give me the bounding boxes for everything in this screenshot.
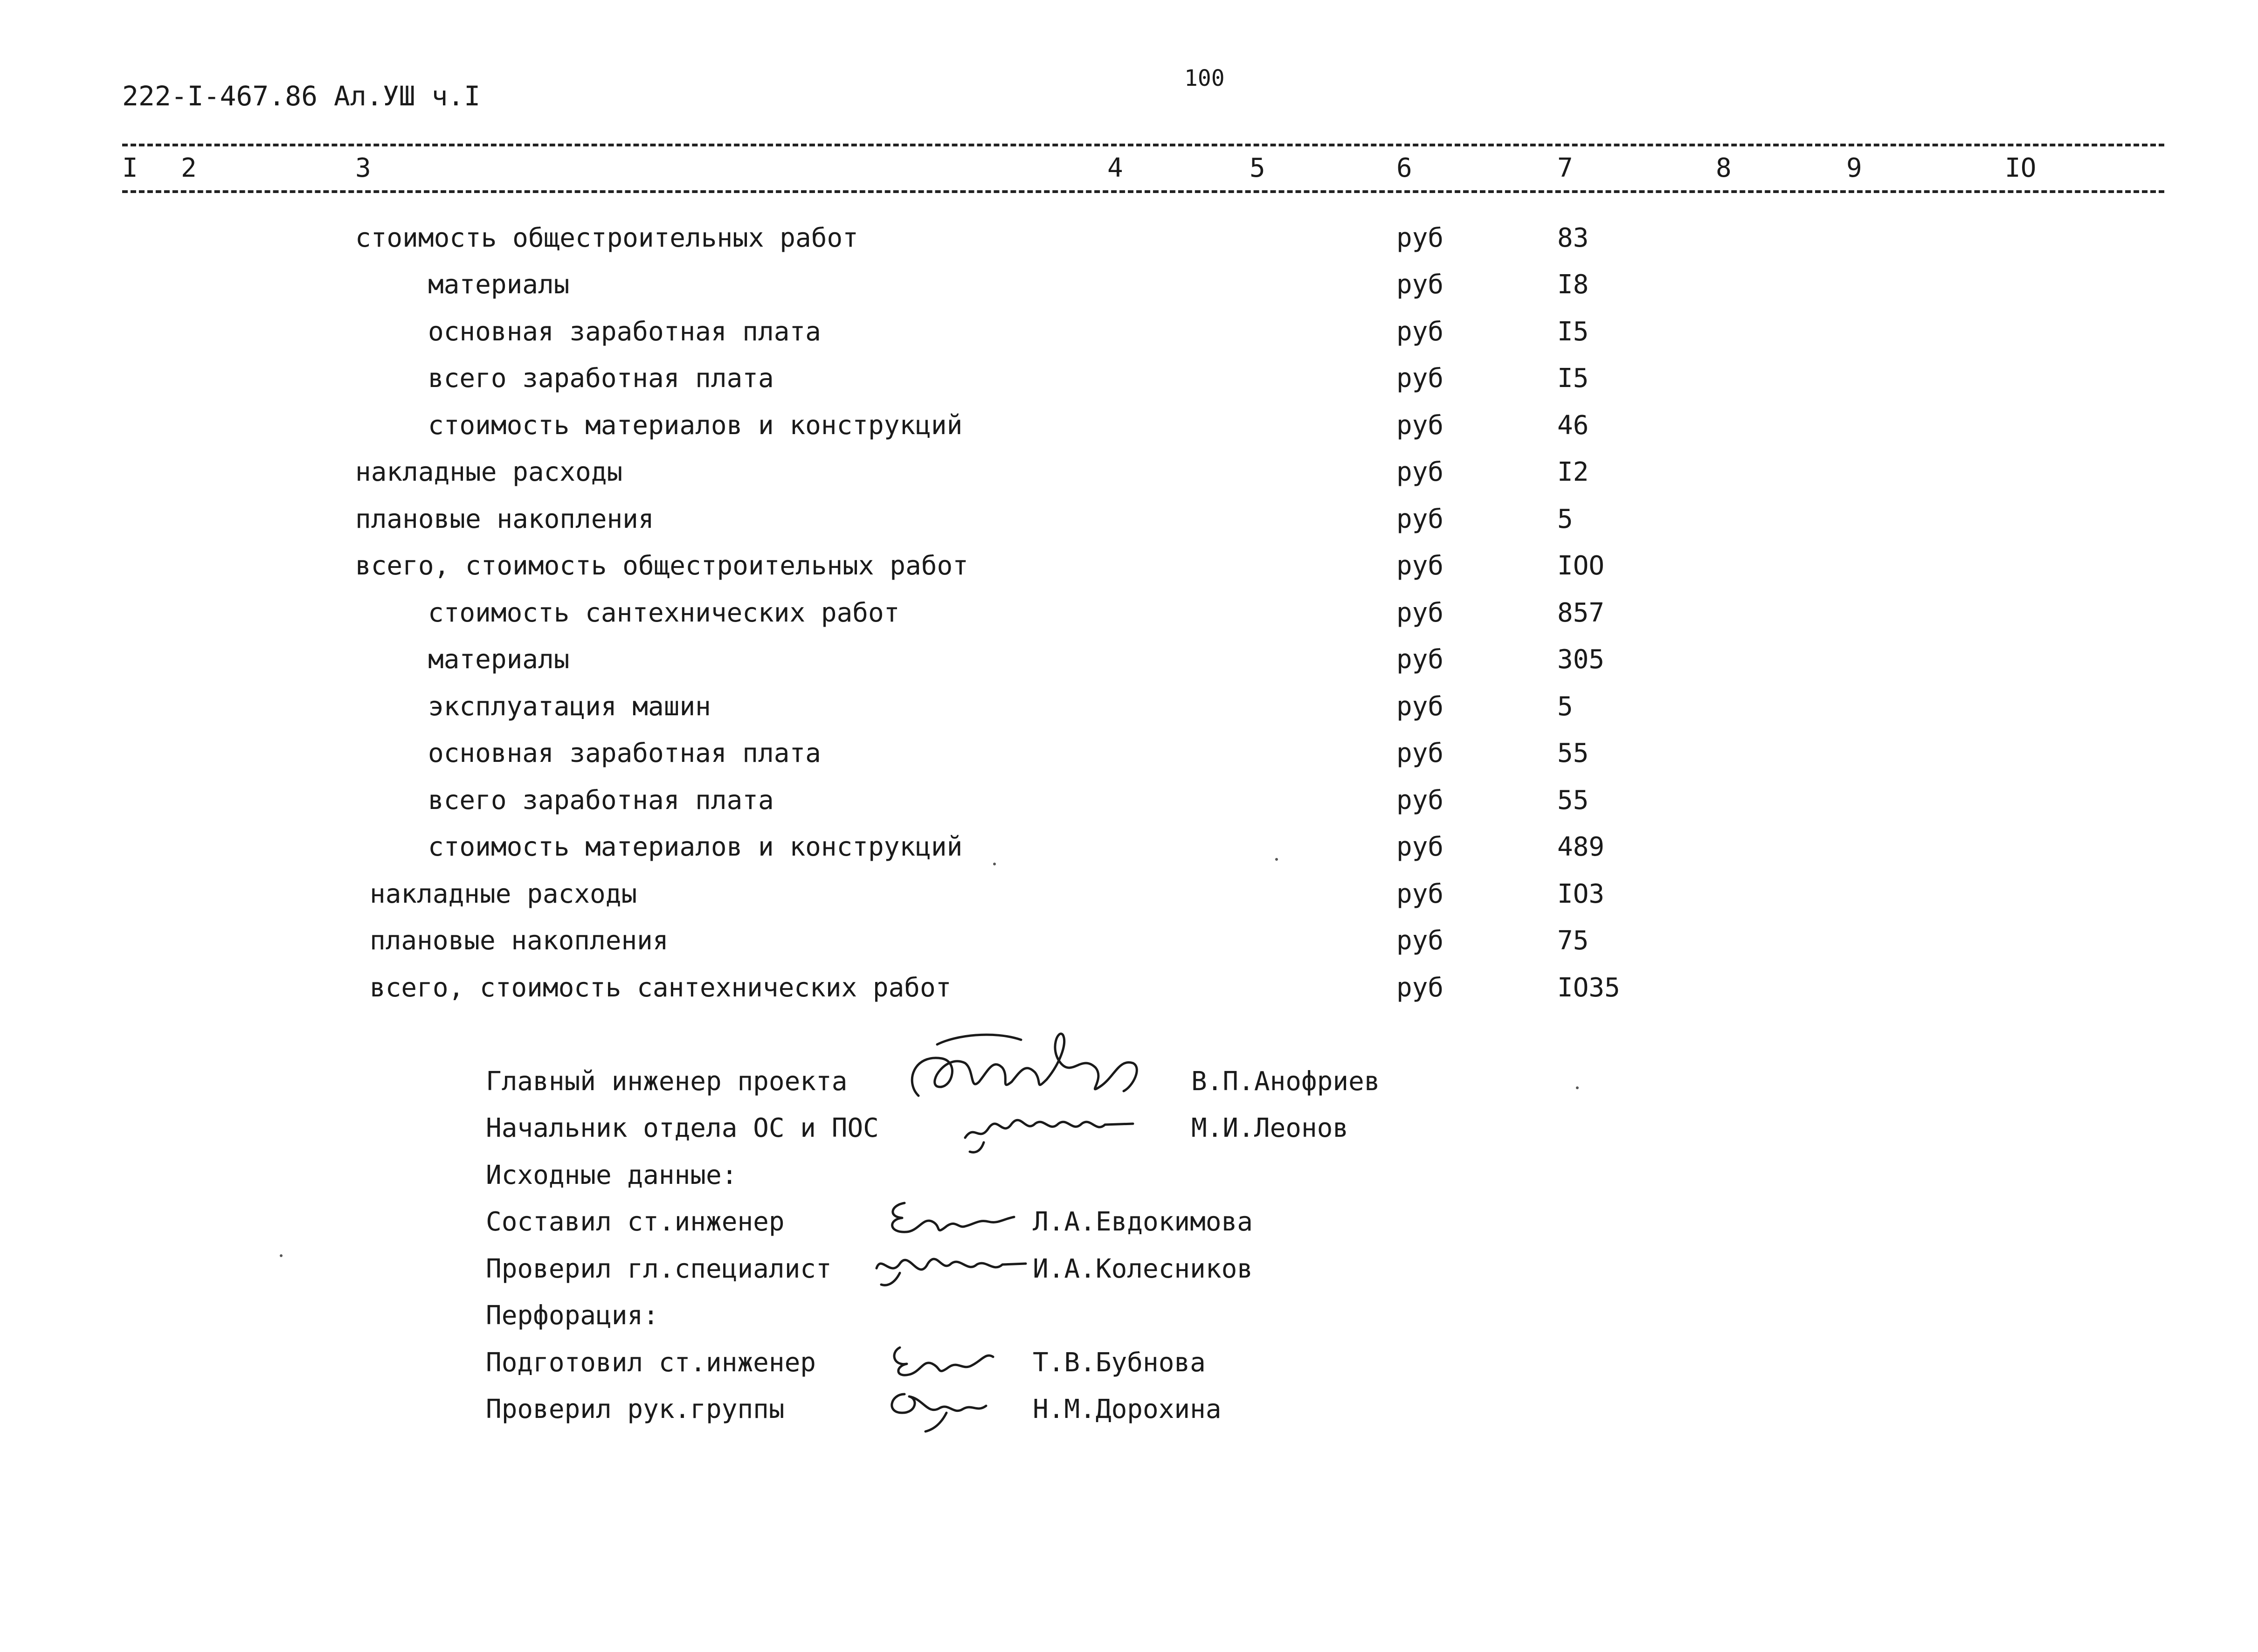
row-value: IO35 (1557, 973, 1620, 1003)
signatory-name: И.А.Колесников (1033, 1254, 1253, 1284)
row-unit: руб (1396, 691, 1444, 722)
row-value: IOO (1557, 551, 1605, 581)
row-label: накладные расходы (355, 457, 623, 487)
row-unit: руб (1396, 832, 1444, 862)
header-top-rule (122, 144, 2164, 146)
row-value: 46 (1557, 410, 1589, 441)
column-number-4: 4 (1107, 153, 1123, 183)
signatory-name: Т.В.Бубнова (1033, 1348, 1206, 1378)
row-unit: руб (1396, 926, 1444, 956)
signature-title: Начальник отдела ОС и ПОС (486, 1113, 879, 1143)
row-unit: руб (1396, 270, 1444, 300)
document-code: 222-I-467.86 Ал.УШ ч.I (122, 80, 481, 112)
signature-title: Главный инженер проекта (486, 1066, 848, 1097)
row-label: плановые накопления (370, 926, 669, 956)
signature-section-heading: Исходные данные: (486, 1160, 738, 1190)
header-bottom-rule (122, 190, 2164, 193)
scan-speck (1275, 858, 1278, 861)
scan-speck (1576, 1086, 1579, 1089)
row-value: 305 (1557, 644, 1605, 675)
row-label: основная заработная плата (428, 317, 821, 347)
row-value: 5 (1557, 504, 1573, 534)
row-unit: руб (1396, 223, 1444, 253)
row-value: I2 (1557, 457, 1589, 487)
row-unit: руб (1396, 785, 1444, 816)
row-value: I5 (1557, 317, 1589, 347)
scan-speck (993, 863, 996, 865)
row-value: 55 (1557, 785, 1589, 816)
row-label: стоимость сантехнических работ (428, 598, 900, 628)
row-value: 55 (1557, 738, 1589, 768)
signature-title: Подготовил ст.инженер (486, 1348, 816, 1378)
row-value: 857 (1557, 598, 1605, 628)
column-number-8: 8 (1716, 153, 1732, 183)
handwritten-signature (867, 1236, 1035, 1292)
handwritten-signature (956, 1096, 1142, 1156)
row-unit: руб (1396, 738, 1444, 768)
row-label: стоимость общестроительных работ (355, 223, 858, 253)
row-label: плановые накопления (355, 504, 654, 534)
column-number-9: 9 (1846, 153, 1862, 183)
row-unit: руб (1396, 644, 1444, 675)
row-label: материалы (428, 644, 570, 675)
column-number-3: 3 (355, 153, 371, 183)
signatory-name: М.И.Леонов (1191, 1113, 1349, 1143)
column-number-6: 6 (1396, 153, 1412, 183)
row-value: I8 (1557, 270, 1589, 300)
row-value: 75 (1557, 926, 1589, 956)
signature-title: Проверил рук.группы (486, 1394, 785, 1424)
row-label: всего заработная плата (428, 785, 774, 816)
row-unit: руб (1396, 317, 1444, 347)
handwritten-signature (881, 1334, 1002, 1385)
row-unit: руб (1396, 363, 1444, 394)
row-label: стоимость материалов и конструкций (428, 832, 963, 862)
row-label: всего, стоимость сантехнических работ (370, 973, 952, 1003)
column-number-7: 7 (1557, 153, 1573, 183)
column-number-2: 2 (181, 153, 197, 183)
row-unit: руб (1396, 410, 1444, 441)
column-number-5: 5 (1250, 153, 1265, 183)
signatory-name: Н.М.Дорохина (1033, 1394, 1222, 1424)
signature-title: Проверил гл.специалист (486, 1254, 832, 1284)
page-number: 100 (1184, 65, 1225, 91)
row-label: материалы (428, 270, 570, 300)
row-unit: руб (1396, 879, 1444, 909)
row-unit: руб (1396, 598, 1444, 628)
column-number-1: I (122, 153, 138, 183)
row-unit: руб (1396, 973, 1444, 1003)
row-unit: руб (1396, 504, 1444, 534)
row-label: основная заработная плата (428, 738, 821, 768)
signatory-name: В.П.Анофриев (1191, 1066, 1380, 1097)
row-unit: руб (1396, 457, 1444, 487)
row-label: накладные расходы (370, 879, 637, 909)
row-label: стоимость материалов и конструкций (428, 410, 963, 441)
row-label: всего, стоимость общестроительных работ (355, 551, 968, 581)
handwritten-signature (877, 1380, 998, 1436)
scan-speck (280, 1254, 283, 1257)
row-value: 83 (1557, 223, 1589, 253)
row-unit: руб (1396, 551, 1444, 581)
row-value: 489 (1557, 832, 1605, 862)
column-number-10: IO (2005, 153, 2037, 183)
signature-title: Составил ст.инженер (486, 1207, 785, 1237)
row-label: всего заработная плата (428, 363, 774, 394)
row-label: эксплуатация машин (428, 691, 711, 722)
signatory-name: Л.А.Евдокимова (1033, 1207, 1253, 1237)
row-value: 5 (1557, 691, 1573, 722)
row-value: IO3 (1557, 879, 1605, 909)
row-value: I5 (1557, 363, 1589, 394)
signature-section-heading: Перфорация: (486, 1300, 659, 1331)
